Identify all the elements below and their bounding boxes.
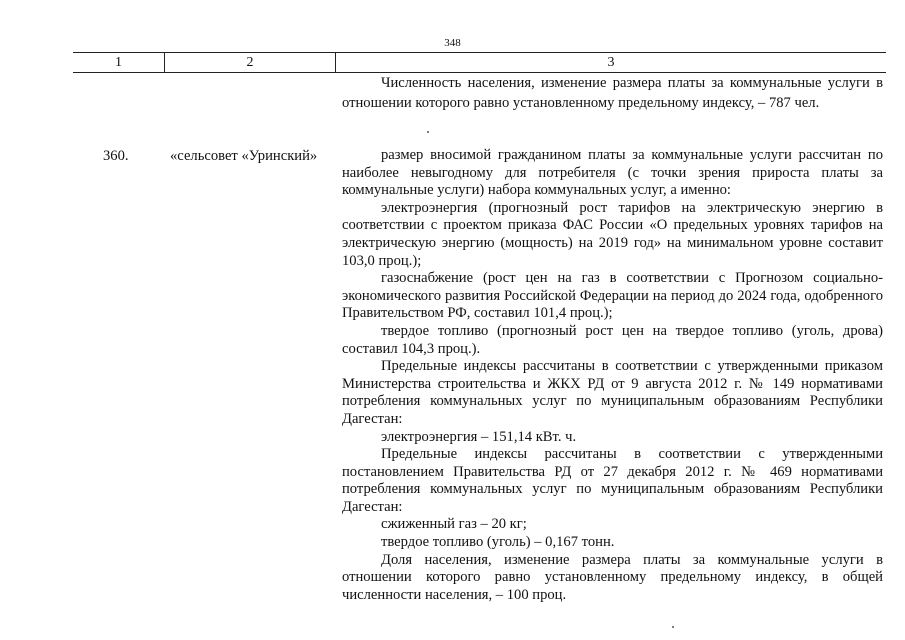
column-header-2: 2 (165, 53, 336, 72)
column-header-1: 1 (73, 53, 165, 72)
row-municipality-name: «сельсовет «Уринский» (170, 148, 318, 164)
paragraph-gas-supply: газоснабжение (рост цен на газ в соответствии с Прогнозом социально-экономического развития Российской Федерации на период до 2024 года, одобренного Правительством РФ, составил 101,4 проц.); (342, 270, 883, 322)
scan-speck (427, 131, 429, 133)
continuation-paragraph: Численность населения, изменение размера платы за коммунальные услуги в отношении которого равно установленному предельному индексу, – 787 чел. (342, 75, 883, 111)
row-description (342, 147, 883, 604)
paragraph-solid-fuel: твердое топливо (прогнозный рост цен на твердое топливо (уголь, дрова) составил 104,3 проц.). (342, 322, 883, 357)
paragraph-lpg-norm: сжиженный газ – 20 кг; (381, 516, 527, 533)
paragraph-electricity: электроэнергия (прогнозный рост тарифов на электрическую энергию в соответствии с проектом приказа ФАС России «О предельных уровнях тарифов на электрическую энергию (мощность) на 2019 год» на минимальном уровне составит 103,0 проц.); (342, 199, 883, 269)
scan-speck (672, 626, 674, 628)
paragraph-population-share: Доля населения, изменение размера платы за коммунальные услуги в отношении которого равно установленному предельному индексу, в общей численности населения, – 100 проц. (342, 551, 883, 603)
continuation-text-block (342, 74, 883, 113)
paragraph-indices-order-149: Предельные индексы рассчитаны в соответствии с утвержденными приказом Министерства строительства и ЖКХ РД от 9 августа 2012 г. № 149 нормативами потребления коммунальных услуг по муниципальным образованиям Республики Дагестан: (342, 358, 883, 427)
paragraph-payment-calculation: размер вносимой гражданином платы за коммунальные услуги рассчитан по наиболее невыгодному для потребителя (с точки зрения прироста платы за коммунальные услуги) набора коммунальных услуг, а именно: (342, 147, 883, 199)
paragraph-electricity-norm: электроэнергия – 151,14 кВт. ч. (381, 428, 577, 445)
paragraph-solid-fuel-norm: твердое топливо (уголь) – 0,167 тонн. (381, 534, 615, 551)
paragraph-indices-resolution-469: Предельные индексы рассчитаны в соответствии с утвержденными постановлением Правительства РД от 27 декабря 2012 г. № 469 нормативами потребления коммунальных услуг по муниципальным образованиям Республики Дагестан: (342, 446, 883, 515)
table-header-row (73, 52, 886, 73)
column-header-3: 3 (607, 55, 615, 70)
page-number: 348 (444, 37, 461, 49)
row-number: 360. (103, 148, 129, 164)
